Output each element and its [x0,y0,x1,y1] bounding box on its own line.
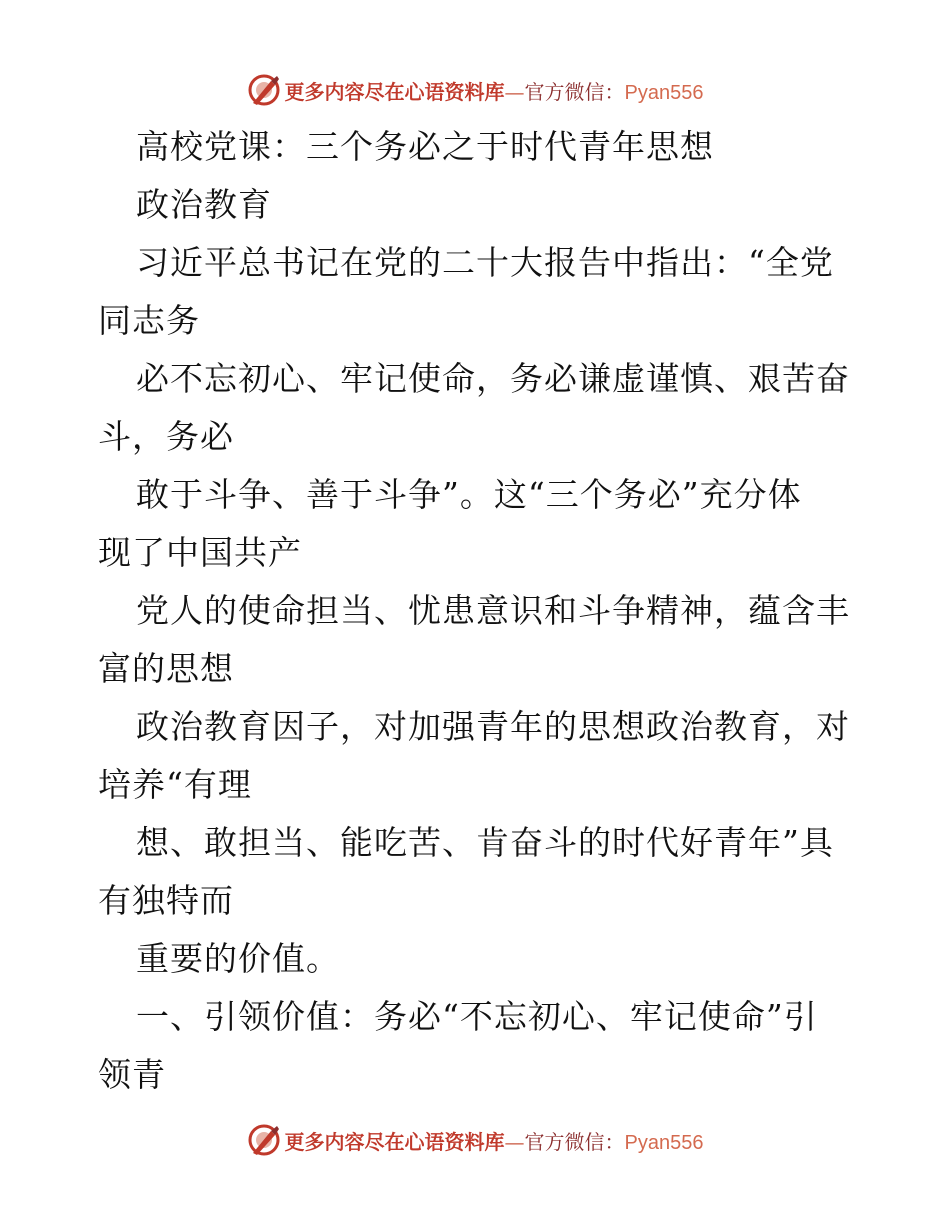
header-official-label: 官方微信： [524,79,625,104]
footer-brand: 更多内容尽在心语资料库 [284,1129,505,1154]
footer-banner [0,1120,950,1160]
footer-wechat-id: Pyan556 [624,1131,704,1154]
header-banner [0,70,950,110]
section-heading-line: 一、引领价值：务必“不忘初心、牢记使命”引 [136,997,818,1036]
paragraph-line: 现了中国共产 [98,533,302,572]
pen-logo-icon [247,1123,281,1157]
header-dash: — [504,79,525,104]
section-heading-line: 领青 [98,1055,166,1094]
footer-banner-text [285,1126,704,1155]
paragraph-line: 培养“有理 [98,765,252,804]
paragraph-line: 重要的价值。 [136,939,340,978]
pen-logo-icon [247,73,281,107]
paragraph-line: 习近平总书记在党的二十大报告中指出：“全党 [136,243,834,282]
footer-dash: — [504,1129,525,1154]
paragraph-line: 富的思想 [98,649,234,688]
paragraph-line: 斗，务必 [98,417,234,456]
paragraph-line: 同志务 [98,301,200,340]
paragraph-line: 有独特而 [98,881,234,920]
header-banner-text [285,76,704,105]
header-brand: 更多内容尽在心语资料库 [284,79,505,104]
paragraph-line: 必不忘初心、牢记使命，务必谦虚谨慎、艰苦奋 [136,359,850,398]
title-line-2: 政治教育 [136,185,272,224]
document-body [98,118,858,1104]
footer-official-label: 官方微信： [524,1129,625,1154]
paragraph-line: 想、敢担当、能吃苦、肯奋斗的时代好青年”具 [136,823,834,862]
paragraph-line: 敢于斗争、善于斗争”。这“三个务必”充分体 [136,475,802,514]
title-line-1: 高校党课：三个务必之于时代青年思想 [136,127,714,166]
header-wechat-id: Pyan556 [624,81,704,104]
paragraph-line: 政治教育因子，对加强青年的思想政治教育，对 [136,707,850,746]
paragraph-line: 党人的使命担当、忧患意识和斗争精神，蕴含丰 [136,591,850,630]
